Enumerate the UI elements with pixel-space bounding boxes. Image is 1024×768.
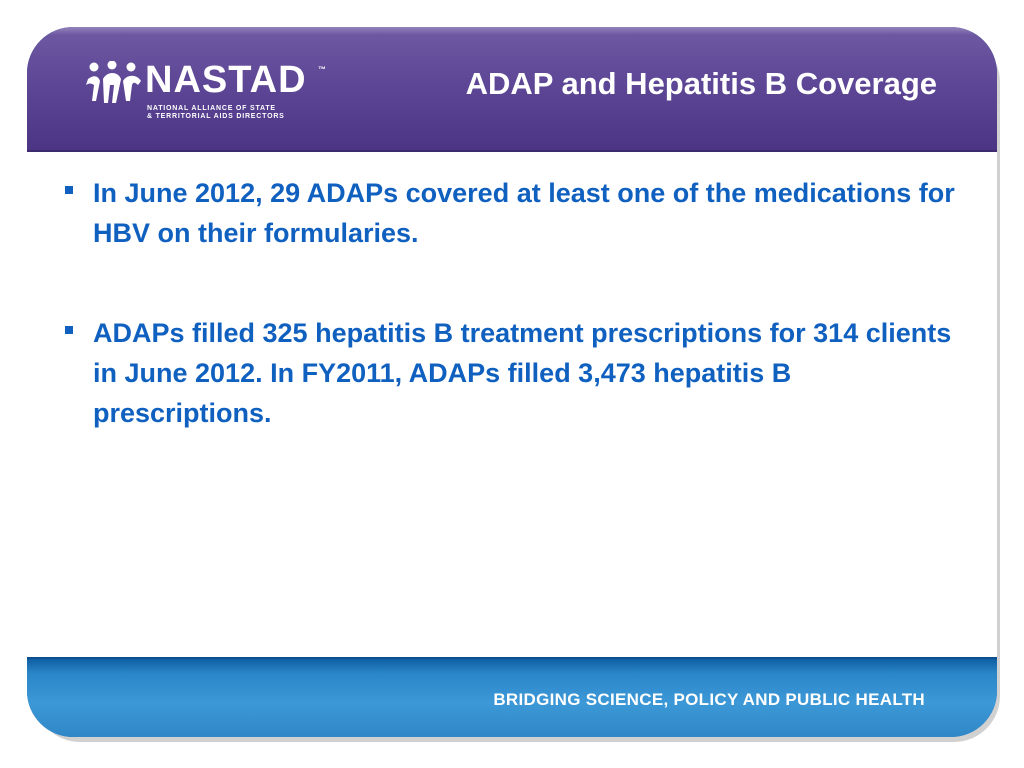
bullet-text: In June 2012, 29 ADAPs covered at least one of the medications for HBV on their formularies.	[93, 178, 955, 248]
square-bullet-icon	[65, 186, 73, 194]
header-highlight	[27, 27, 997, 35]
slide-content	[27, 152, 997, 657]
nastad-logo	[85, 59, 325, 123]
slide-header	[27, 27, 997, 152]
footer-tagline: BRIDGING SCIENCE, POLICY AND PUBLIC HEALTH	[493, 690, 925, 709]
bullet-text: ADAPs filled 325 hepatitis B treatment prescriptions for 314 clients in June 2012. In FY2011, ADAPs filled 3,473 hepatitis B prescriptions.	[93, 318, 952, 428]
people-figures-icon	[85, 61, 143, 105]
logo-subtitle	[147, 105, 285, 121]
slide-title: ADAP and Hepatitis B Coverage	[465, 66, 937, 101]
slide-footer	[27, 657, 997, 737]
slide-frame	[27, 27, 997, 737]
square-bullet-icon	[65, 326, 73, 334]
logo-subtitle-line2: & TERRITORIAL AIDS DIRECTORS	[147, 113, 285, 120]
logo-wordmark: NASTAD	[145, 59, 307, 101]
logo-trademark: ™	[318, 65, 326, 74]
logo-subtitle-line1: NATIONAL ALLIANCE OF STATE	[147, 105, 276, 112]
